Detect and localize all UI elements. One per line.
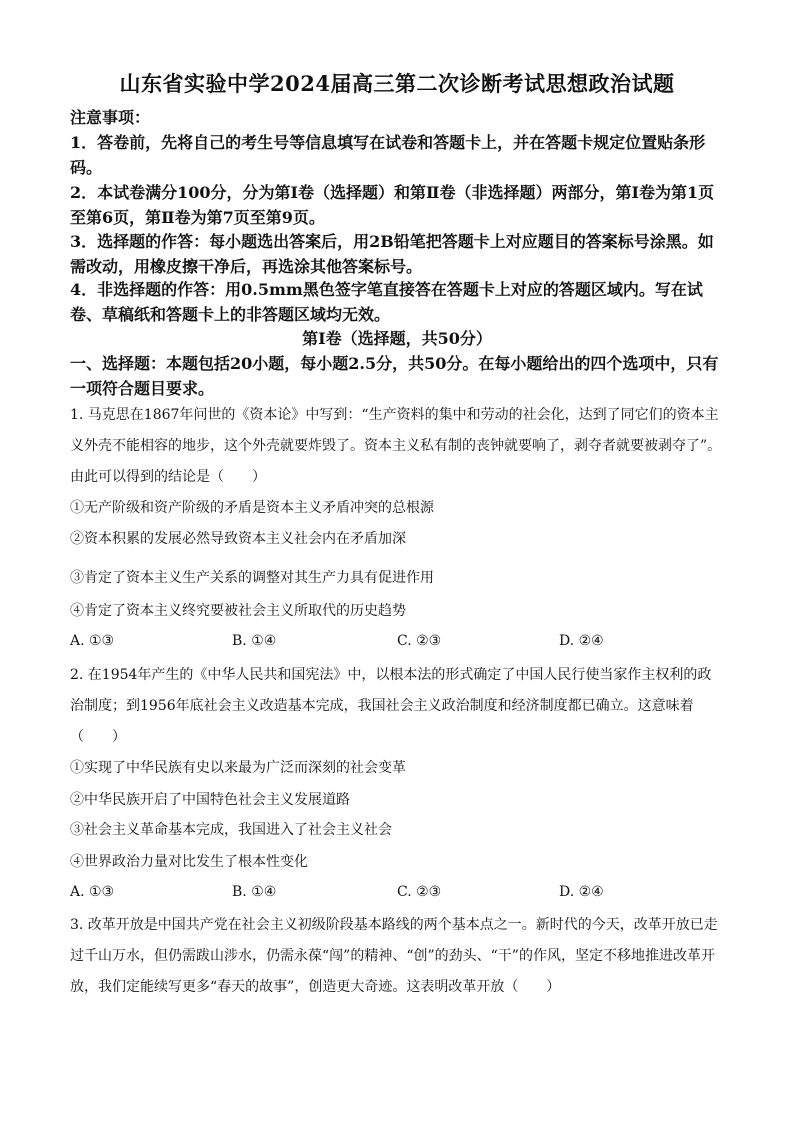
section-instruction: 一、选择题：本题包括20小题，每小题2.5分，共50分。在每小题给出的四个选项中，只有一项符合题目要求。 <box>70 354 719 398</box>
section-title: 第Ⅰ卷（选择题，共50分） <box>302 329 492 348</box>
question-1-statement-4: ④肯定了资本主义终究要被社会主义所取代的历史趋势 <box>70 603 406 619</box>
notice-heading: 注意事项： <box>70 108 151 127</box>
question-1-options <box>70 633 724 655</box>
question-1-option-a[interactable]: A. ①③ <box>70 633 115 649</box>
question-2-option-d[interactable]: D. ②④ <box>559 884 604 900</box>
question-2-option-b[interactable]: B. ①④ <box>232 884 277 900</box>
question-2-statement-2: ②中华民族开启了中国特色社会主义发展道路 <box>70 792 350 808</box>
notice-item-2: 2．本试卷满分100分，分为第Ⅰ卷（选择题）和第Ⅱ卷（非选择题）两部分，第Ⅰ卷为第1页至第6页，第Ⅱ卷为第7页至第9页。 <box>70 183 715 227</box>
question-2-statement-1: ①实现了中华民族有史以来最为广泛而深刻的社会变革 <box>70 760 406 776</box>
question-1-statement-1: ①无产阶级和资产阶级的矛盾是资本主义矛盾冲突的总根源 <box>70 500 434 516</box>
question-1-statement-3: ③肯定了资本主义生产关系的调整对其生产力具有促进作用 <box>70 570 434 586</box>
question-3-stem: 3. 改革开放是中国共产党在社会主义初级阶段基本路线的两个基本点之一。新时代的今天，改革开放已走过千山万水，但仍需跋山涉水，仍需永葆“闯”的精神、“创”的劲头、“干”的作风，坚定不移地推进改革开放，我们定能续写更多“春天的故事”，创造更大奇迹。这表明改革开放（ ） <box>70 917 718 995</box>
question-1-option-d[interactable]: D. ②④ <box>559 633 604 649</box>
question-2-statement-3: ③社会主义革命基本完成，我国进入了社会主义社会 <box>70 822 392 838</box>
question-1-statement-2: ②资本积累的发展必然导致资本主义社会内在矛盾加深 <box>70 531 406 547</box>
notice-item-4: 4．非选择题的作答：用0.5mm黑色签字笔直接答在答题卡上对应的答题区域内。写在试卷、草稿纸和答题卡上的非答题区域均无效。 <box>70 280 703 324</box>
page-title: 山东省实验中学2024届高三第二次诊断考试思想政治试题 <box>119 71 675 96</box>
notice-item-3: 3．选择题的作答：每小题选出答案后，用2B铅笔把答题卡上对应题目的答案标号涂黑。如需改动，用橡皮擦干净后，再选涂其他答案标号。 <box>70 232 714 276</box>
question-1-option-b[interactable]: B. ①④ <box>232 633 277 649</box>
question-2-option-a[interactable]: A. ①③ <box>70 884 115 900</box>
question-2-statement-4: ④世界政治力量对比发生了根本性变化 <box>70 854 308 870</box>
question-1-stem: 1. 马克思在1867年问世的《资本论》中写到：“生产资料的集中和劳动的社会化，达到了同它们的资本主义外壳不能相容的地步，这个外壳就要炸毁了。资本主义私有制的丧钟就要响了，剥夺者就要被剥夺了”。由此可以得到的结论是（ ） <box>70 407 722 485</box>
notice-item-1: 1．答卷前，先将自己的考生号等信息填写在试卷和答题卡上，并在答题卡规定位置贴条形码。 <box>70 133 706 177</box>
question-2-stem: 2. 在1954年产生的《中华人民共和国宪法》中，以根本法的形式确定了中国人民行使当家作主权利的政治制度；到1956年底社会主义改造基本完成，我国社会主义政治制度和经济制度都已确立。这意味着（ ） <box>70 667 712 745</box>
question-2-options <box>70 884 724 906</box>
question-2-option-c[interactable]: C. ②③ <box>397 884 442 900</box>
question-1-option-c[interactable]: C. ②③ <box>397 633 442 649</box>
